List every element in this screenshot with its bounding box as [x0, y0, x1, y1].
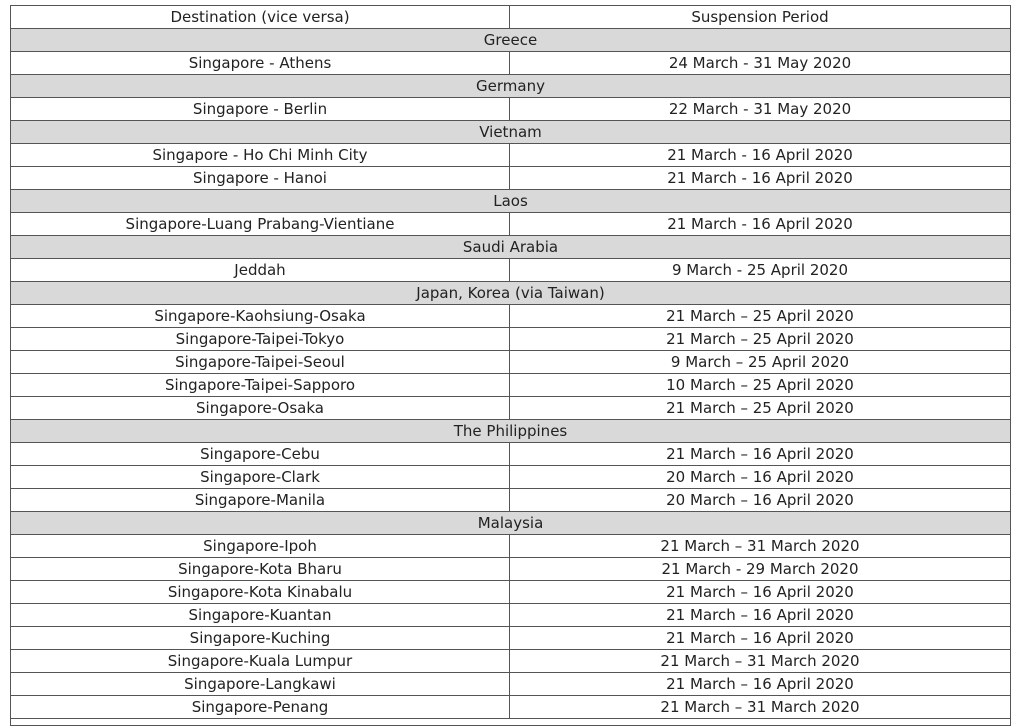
country-name: Saudi Arabia [11, 236, 1011, 259]
suspension-period: 21 March – 31 March 2020 [510, 696, 1011, 719]
suspension-period: 21 March - 16 April 2020 [510, 144, 1011, 167]
cut-off-cell [11, 719, 1011, 726]
suspension-period: 21 March – 25 April 2020 [510, 305, 1011, 328]
table-row [11, 466, 1011, 489]
table-header-row [11, 6, 1011, 29]
table-row [11, 98, 1011, 121]
country-name: Vietnam [11, 121, 1011, 144]
suspension-period: 20 March – 16 April 2020 [510, 489, 1011, 512]
period-column-header: Suspension Period [510, 6, 1011, 29]
table-row [11, 673, 1011, 696]
table-row [11, 489, 1011, 512]
route-destination: Singapore-Taipei-Tokyo [11, 328, 510, 351]
route-destination: Singapore-Manila [11, 489, 510, 512]
suspension-period: 21 March – 31 March 2020 [510, 535, 1011, 558]
route-destination: Singapore - Hanoi [11, 167, 510, 190]
suspension-table [10, 5, 1011, 726]
country-section-row-laos [11, 190, 1011, 213]
country-section-row-greece [11, 29, 1011, 52]
table-body [11, 29, 1011, 726]
table-row [11, 144, 1011, 167]
route-destination: Singapore-Langkawi [11, 673, 510, 696]
suspension-period: 21 March – 16 April 2020 [510, 673, 1011, 696]
country-section-row-japan-korea-via-taiwan [11, 282, 1011, 305]
country-name: Japan, Korea (via Taiwan) [11, 282, 1011, 305]
route-destination: Singapore - Ho Chi Minh City [11, 144, 510, 167]
suspension-period: 21 March – 16 April 2020 [510, 627, 1011, 650]
table-row [11, 351, 1011, 374]
route-destination: Singapore-Kota Bharu [11, 558, 510, 581]
destination-column-header: Destination (vice versa) [11, 6, 510, 29]
country-section-row-vietnam [11, 121, 1011, 144]
route-destination: Singapore-Kuching [11, 627, 510, 650]
route-destination: Singapore - Athens [11, 52, 510, 75]
table-row [11, 696, 1011, 719]
table-row [11, 305, 1011, 328]
suspension-period: 21 March – 25 April 2020 [510, 328, 1011, 351]
route-destination: Singapore-Cebu [11, 443, 510, 466]
suspension-period: 21 March - 29 March 2020 [510, 558, 1011, 581]
country-name: The Philippines [11, 420, 1011, 443]
suspension-period: 21 March – 25 April 2020 [510, 397, 1011, 420]
route-destination: Singapore-Clark [11, 466, 510, 489]
country-section-row-malaysia [11, 512, 1011, 535]
suspension-period: 9 March - 25 April 2020 [510, 259, 1011, 282]
table-row [11, 374, 1011, 397]
country-name: Greece [11, 29, 1011, 52]
cut-off-row [11, 719, 1011, 726]
suspension-period: 20 March – 16 April 2020 [510, 466, 1011, 489]
country-section-row-germany [11, 75, 1011, 98]
table-row [11, 397, 1011, 420]
table-row [11, 443, 1011, 466]
country-name: Germany [11, 75, 1011, 98]
route-destination: Singapore-Taipei-Seoul [11, 351, 510, 374]
country-name: Malaysia [11, 512, 1011, 535]
table-row [11, 259, 1011, 282]
table-row [11, 535, 1011, 558]
route-destination: Singapore-Osaka [11, 397, 510, 420]
country-section-row-saudi-arabia [11, 236, 1011, 259]
suspension-period: 21 March - 16 April 2020 [510, 213, 1011, 236]
table-row [11, 328, 1011, 351]
table-row [11, 167, 1011, 190]
suspension-period: 22 March - 31 May 2020 [510, 98, 1011, 121]
route-destination: Singapore-Taipei-Sapporo [11, 374, 510, 397]
suspension-period: 10 March – 25 April 2020 [510, 374, 1011, 397]
route-destination: Singapore-Kota Kinabalu [11, 581, 510, 604]
route-destination: Singapore-Kuala Lumpur [11, 650, 510, 673]
table-row [11, 627, 1011, 650]
table-row [11, 558, 1011, 581]
table-row [11, 52, 1011, 75]
route-destination: Singapore - Berlin [11, 98, 510, 121]
suspension-period: 21 March – 31 March 2020 [510, 650, 1011, 673]
route-destination: Singapore-Penang [11, 696, 510, 719]
suspension-period: 21 March – 16 April 2020 [510, 604, 1011, 627]
route-destination: Singapore-Luang Prabang-Vientiane [11, 213, 510, 236]
suspension-period: 24 March - 31 May 2020 [510, 52, 1011, 75]
route-destination: Jeddah [11, 259, 510, 282]
suspension-period: 21 March - 16 April 2020 [510, 167, 1011, 190]
route-destination: Singapore-Ipoh [11, 535, 510, 558]
route-destination: Singapore-Kaohsiung-Osaka [11, 305, 510, 328]
table-row [11, 650, 1011, 673]
suspension-period: 21 March – 16 April 2020 [510, 581, 1011, 604]
table-row [11, 604, 1011, 627]
country-name: Laos [11, 190, 1011, 213]
suspension-period: 21 March – 16 April 2020 [510, 443, 1011, 466]
table-row [11, 581, 1011, 604]
table-row [11, 213, 1011, 236]
route-destination: Singapore-Kuantan [11, 604, 510, 627]
suspension-period: 9 March – 25 April 2020 [510, 351, 1011, 374]
country-section-row-the-philippines [11, 420, 1011, 443]
